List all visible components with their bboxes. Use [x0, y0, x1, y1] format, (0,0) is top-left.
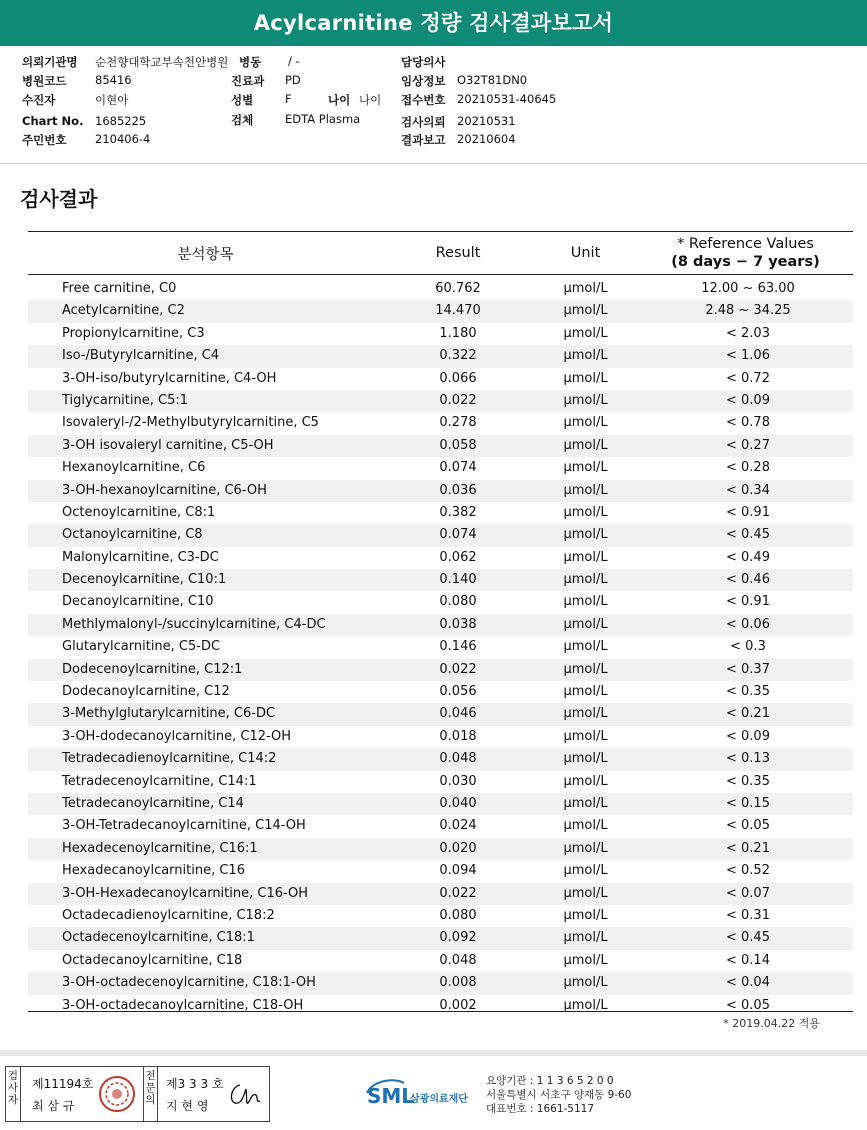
cell-unit: μmol/L	[563, 818, 608, 834]
cell-reference: < 0.91	[726, 594, 770, 610]
cell-result: 1.180	[439, 325, 477, 341]
cell-unit: μmol/L	[563, 997, 608, 1013]
cell-unit: μmol/L	[563, 549, 608, 565]
cell-unit: μmol/L	[563, 527, 608, 543]
report-title: Acylcarnitine 정량 검사결과보고서	[0, 0, 867, 46]
cell-unit: μmol/L	[563, 706, 608, 722]
table-row	[28, 300, 853, 322]
cell-result: 0.056	[439, 684, 477, 700]
cell-result: 0.062	[439, 549, 477, 565]
header-unit: Unit	[570, 245, 601, 261]
table-row	[28, 659, 853, 681]
org-code: 요양기관 : 1 1 3 6 5 2 0 0	[486, 1075, 614, 1087]
cell-result: 0.030	[439, 773, 477, 789]
cell-result: 0.278	[439, 415, 477, 431]
cell-item-name: Octadecadienoylcarnitine, C18:2	[62, 907, 275, 923]
cell-reference: < 0.35	[726, 684, 770, 700]
org-address: 서울특별시 서초구 양재동 9-60	[486, 1089, 632, 1101]
cell-result: 0.040	[439, 795, 477, 811]
receipt-value: 20210531-40645	[457, 92, 557, 106]
cell-unit: μmol/L	[563, 415, 608, 431]
table-row	[28, 815, 853, 837]
table-body	[28, 278, 853, 1017]
cell-reference: < 0.05	[726, 997, 770, 1013]
cell-item-name: 3-OH-dodecanoylcarnitine, C12-OH	[62, 728, 292, 744]
cell-item-name: Propionylcarnitine, C3	[62, 325, 205, 341]
age-label: 나이	[328, 93, 351, 107]
cell-result: 0.092	[439, 930, 477, 946]
examinee-value: 이현아	[95, 93, 129, 107]
cell-item-name: Dodecenoylcarnitine, C12:1	[62, 661, 243, 677]
cell-unit: μmol/L	[563, 281, 608, 296]
cell-result: 0.080	[439, 594, 477, 610]
cell-unit: μmol/L	[563, 303, 608, 319]
cell-result: 0.146	[439, 639, 477, 655]
examinee-label: 수진자	[22, 93, 56, 107]
cell-result: 0.008	[439, 975, 477, 991]
cell-reference: < 0.09	[726, 728, 770, 744]
cell-reference: < 0.13	[726, 751, 770, 767]
cell-result: 0.322	[439, 348, 477, 364]
cell-item-name: Acetylcarnitine, C2	[62, 303, 185, 319]
table-row	[28, 838, 853, 860]
cell-reference: < 1.06	[726, 348, 770, 364]
cell-reference: < 0.35	[726, 773, 770, 789]
table-row	[28, 950, 853, 972]
cell-item-name: 3-OH isovaleryl carnitine, C5-OH	[62, 437, 274, 453]
cell-item-name: Decanoylcarnitine, C10	[62, 594, 214, 610]
table-row	[28, 435, 853, 457]
table-row	[28, 569, 853, 591]
request-date-value: 20210531	[457, 114, 516, 128]
seal-icon	[98, 1075, 136, 1113]
dept-label: 진료과	[231, 74, 265, 88]
age-value: 나이	[359, 93, 382, 107]
cell-item-name: Free carnitine, C0	[62, 281, 177, 296]
cell-unit: μmol/L	[563, 572, 608, 588]
cell-result: 0.024	[439, 818, 477, 834]
header-ref-line2: (8 days − 7 years)	[671, 254, 820, 270]
cell-result: 0.020	[439, 840, 477, 856]
table-row	[28, 793, 853, 815]
cell-result: 0.048	[439, 952, 477, 968]
cell-item-name: Tiglycarnitine, C5:1	[62, 392, 189, 408]
org-info	[486, 1074, 631, 1116]
sex-value: F	[285, 92, 292, 106]
cell-item-name: 3-OH-Tetradecanoylcarnitine, C14-OH	[62, 818, 306, 834]
cell-item-name: Iso-/Butyrylcarnitine, C4	[62, 348, 220, 364]
cell-result: 0.048	[439, 751, 477, 767]
cell-reference: < 0.05	[726, 818, 770, 834]
signature-icon	[226, 1077, 264, 1111]
cell-item-name: Octadecanoylcarnitine, C18	[62, 952, 243, 968]
hosp-code-value: 85416	[95, 73, 132, 87]
cell-item-name: Malonylcarnitine, C3-DC	[62, 549, 219, 565]
cell-reference: < 0.49	[726, 549, 770, 565]
signature-box	[5, 1066, 270, 1122]
examiner-no: 제11194호	[32, 1077, 94, 1091]
cell-reference: < 0.28	[726, 460, 770, 476]
cell-reference: < 0.91	[726, 504, 770, 520]
footnote: * 2019.04.22 적용	[723, 1017, 820, 1030]
cell-item-name: 3-OH-octadecenoylcarnitine, C18:1-OH	[62, 975, 316, 991]
cell-reference: < 0.45	[726, 527, 770, 543]
report-date-value: 20210604	[457, 132, 516, 146]
cell-result: 0.002	[439, 997, 477, 1013]
cell-result: 0.074	[439, 460, 477, 476]
table-row	[28, 390, 853, 412]
cell-reference: < 0.07	[726, 885, 770, 901]
cell-item-name: 3-OH-octadecanoylcarnitine, C18-OH	[62, 997, 304, 1013]
cell-result: 0.140	[439, 572, 477, 588]
cell-unit: μmol/L	[563, 460, 608, 476]
cell-unit: μmol/L	[563, 437, 608, 453]
cell-unit: μmol/L	[563, 594, 608, 610]
req-inst-value: 순천향대학교부속천안병원	[95, 55, 229, 69]
cell-result: 0.036	[439, 482, 477, 498]
cell-unit: μmol/L	[563, 325, 608, 341]
sex-label: 성별	[231, 93, 254, 107]
table-row	[28, 636, 853, 658]
receipt-label: 접수번호	[401, 93, 446, 107]
cell-unit: μmol/L	[563, 840, 608, 856]
cell-item-name: Tetradecadienoylcarnitine, C14:2	[62, 751, 277, 767]
cell-result: 60.762	[435, 281, 481, 296]
cell-unit: μmol/L	[563, 773, 608, 789]
table-row	[28, 412, 853, 434]
cell-unit: μmol/L	[563, 684, 608, 700]
clinical-value: O32T81DN0	[457, 73, 528, 87]
cell-item-name: Octadecenoylcarnitine, C18:1	[62, 930, 255, 946]
sml-logo	[364, 1073, 484, 1117]
cell-item-name: Hexadecanoylcarnitine, C16	[62, 863, 245, 879]
cell-item-name: Octenoylcarnitine, C8:1	[62, 504, 216, 520]
header-reference	[638, 232, 853, 274]
cell-item-name: Isovaleryl-/2-Methylbutyrylcarnitine, C5	[62, 415, 319, 431]
cell-item-name: 3-OH-Hexadecanoylcarnitine, C16-OH	[62, 885, 309, 901]
table-row	[28, 995, 853, 1017]
cell-result: 0.066	[439, 370, 477, 386]
table-row	[28, 927, 853, 949]
cell-result: 0.074	[439, 527, 477, 543]
dept-value: PD	[285, 73, 301, 87]
table-row	[28, 368, 853, 390]
reviewer-vlabel: 전 문 의	[143, 1067, 158, 1121]
cell-reference: < 2.03	[726, 325, 770, 341]
cell-reference: < 0.78	[726, 415, 770, 431]
cell-reference: < 0.15	[726, 795, 770, 811]
cell-item-name: Methlymalonyl-/succinylcarnitine, C4-DC	[62, 616, 326, 632]
table-row	[28, 591, 853, 613]
hosp-code-label: 병원코드	[22, 74, 67, 88]
table-header	[28, 231, 853, 275]
cell-result: 0.018	[439, 728, 477, 744]
table-row	[28, 905, 853, 927]
cell-reference: < 0.31	[726, 907, 770, 923]
table-row	[28, 726, 853, 748]
cell-item-name: 3-OH-iso/butyrylcarnitine, C4-OH	[62, 370, 277, 386]
cell-unit: μmol/L	[563, 661, 608, 677]
cell-reference: < 0.46	[726, 572, 770, 588]
doctor-label: 담당의사	[401, 55, 446, 69]
cell-result: 0.080	[439, 907, 477, 923]
chart-label: Chart No.	[22, 114, 84, 128]
cell-unit: μmol/L	[563, 930, 608, 946]
cell-reference: < 0.21	[726, 706, 770, 722]
rrn-value: 210406-4	[95, 132, 151, 146]
specimen-label: 검체	[231, 113, 254, 127]
table-row	[28, 748, 853, 770]
cell-reference: < 0.45	[726, 930, 770, 946]
cell-item-name: Glutarylcarnitine, C5-DC	[62, 639, 221, 655]
cell-reference: < 0.09	[726, 392, 770, 408]
cell-reference: 2.48 ~ 34.25	[705, 303, 791, 319]
cell-unit: μmol/L	[563, 975, 608, 991]
info-divider	[0, 163, 867, 164]
table-row	[28, 323, 853, 345]
cell-item-name: 3-OH-hexanoylcarnitine, C6-OH	[62, 482, 267, 498]
cell-unit: μmol/L	[563, 616, 608, 632]
reviewer-name: 지 현 영	[166, 1099, 209, 1113]
specimen-value: EDTA Plasma	[285, 112, 361, 126]
req-inst-label: 의뢰기관명	[22, 55, 78, 69]
cell-unit: μmol/L	[563, 348, 608, 364]
cell-unit: μmol/L	[563, 795, 608, 811]
section-title: 검사결과	[20, 187, 98, 211]
cell-unit: μmol/L	[563, 728, 608, 744]
cell-result: 0.382	[439, 504, 477, 520]
cell-item-name: Decenoylcarnitine, C10:1	[62, 572, 227, 588]
cell-result: 0.022	[439, 885, 477, 901]
table-row	[28, 502, 853, 524]
ward-label: 병동	[239, 55, 262, 69]
table-row	[28, 614, 853, 636]
cell-reference: < 0.27	[726, 437, 770, 453]
chart-value: 1685225	[95, 114, 147, 128]
cell-unit: μmol/L	[563, 504, 608, 520]
table-row	[28, 524, 853, 546]
table-row	[28, 278, 853, 300]
cell-item-name: Octanoylcarnitine, C8	[62, 527, 203, 543]
cell-reference: < 0.34	[726, 482, 770, 498]
cell-unit: μmol/L	[563, 885, 608, 901]
cell-reference: < 0.06	[726, 616, 770, 632]
cell-unit: μmol/L	[563, 863, 608, 879]
cell-result: 0.058	[439, 437, 477, 453]
cell-result: 0.022	[439, 661, 477, 677]
cell-reference: < 0.14	[726, 952, 770, 968]
cell-result: 0.022	[439, 392, 477, 408]
cell-unit: μmol/L	[563, 392, 608, 408]
header-result: Result	[435, 245, 481, 261]
cell-unit: μmol/L	[563, 907, 608, 923]
table-row	[28, 883, 853, 905]
table-row	[28, 547, 853, 569]
table-row	[28, 860, 853, 882]
table-row	[28, 703, 853, 725]
table-row	[28, 771, 853, 793]
cell-item-name: Tetradecanoylcarnitine, C14	[62, 795, 244, 811]
table-row	[28, 457, 853, 479]
table-bottom-rule	[28, 1011, 853, 1012]
request-date-label: 검사의뢰	[401, 115, 446, 129]
cell-result: 14.470	[435, 303, 481, 319]
cell-reference: 12.00 ~ 63.00	[701, 281, 795, 296]
table-row	[28, 480, 853, 502]
cell-unit: μmol/L	[563, 370, 608, 386]
footer-separator	[0, 1050, 867, 1056]
cell-unit: μmol/L	[563, 482, 608, 498]
cell-unit: μmol/L	[563, 751, 608, 767]
report-date-label: 결과보고	[401, 133, 446, 147]
cell-result: 0.046	[439, 706, 477, 722]
org-phone: 대표번호 : 1661-5117	[486, 1103, 595, 1115]
cell-reference: < 0.72	[726, 370, 770, 386]
header-ref-line1: * Reference Values	[677, 236, 814, 252]
cell-reference: < 0.37	[726, 661, 770, 677]
header-item: 분석항목	[177, 246, 234, 263]
cell-item-name: 3-Methylglutarylcarnitine, C6-DC	[62, 706, 276, 722]
cell-item-name: Dodecanoylcarnitine, C12	[62, 684, 230, 700]
cell-result: 0.094	[439, 863, 477, 879]
examiner-vlabel: 검 사 자	[6, 1067, 21, 1121]
cell-item-name: Tetradecenoylcarnitine, C14:1	[62, 773, 257, 789]
cell-item-name: Hexanoylcarnitine, C6	[62, 460, 206, 476]
table-row	[28, 345, 853, 367]
rrn-label: 주민번호	[22, 133, 67, 147]
cell-result: 0.038	[439, 616, 477, 632]
cell-reference: < 0.04	[726, 975, 770, 991]
logo-kr: 삼광의료재단	[410, 1094, 468, 1105]
cell-item-name: Hexadecenoylcarnitine, C16:1	[62, 840, 258, 856]
results-table	[28, 231, 853, 1017]
cell-unit: μmol/L	[563, 639, 608, 655]
cell-reference: < 0.52	[726, 863, 770, 879]
cell-reference: < 0.21	[726, 840, 770, 856]
cell-reference: < 0.3	[730, 639, 766, 655]
reviewer-no: 제3 3 3 호	[166, 1077, 224, 1091]
table-row	[28, 972, 853, 994]
logo-text: SML	[367, 1084, 415, 1108]
table-row	[28, 681, 853, 703]
cell-unit: μmol/L	[563, 952, 608, 968]
clinical-label: 임상정보	[401, 74, 446, 88]
examiner-name: 최 삼 규	[32, 1099, 75, 1113]
ward-value: / -	[288, 54, 300, 68]
